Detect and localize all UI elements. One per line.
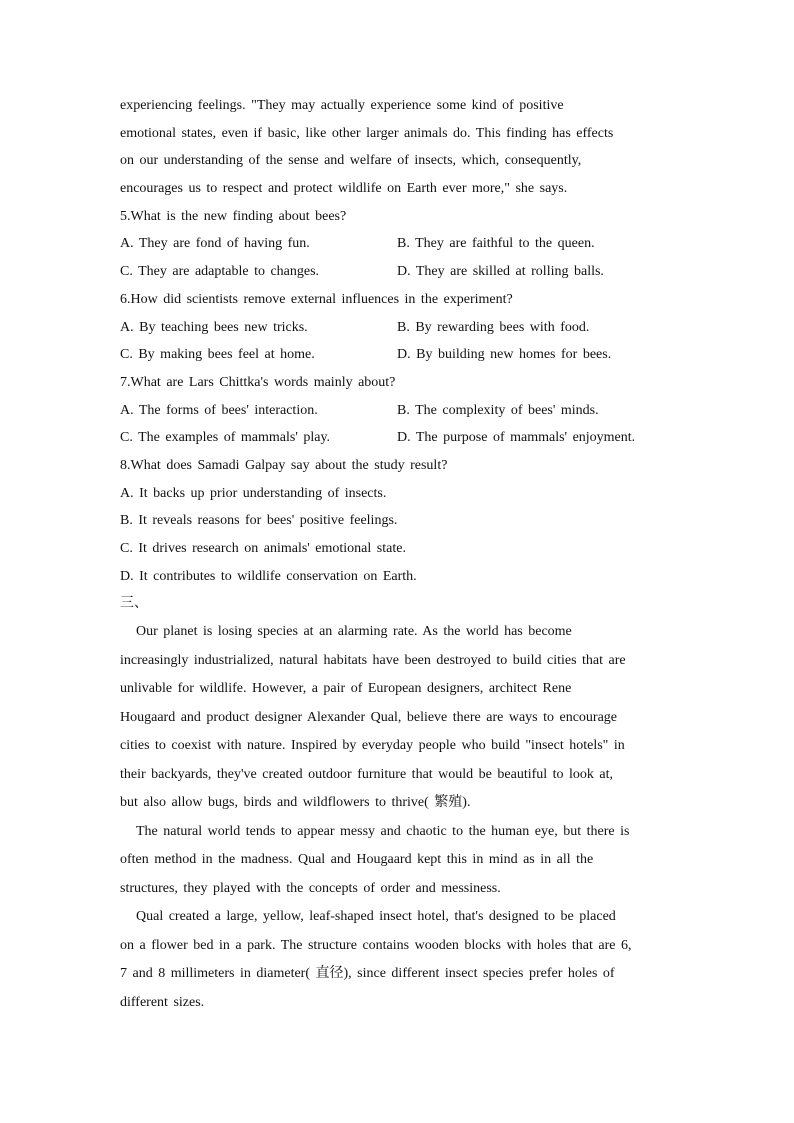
option-row — [120, 230, 680, 258]
option-c: C. It drives research on animals' emotional state. — [120, 541, 406, 556]
option-row — [120, 341, 680, 369]
paragraph-line: Hougaard and product designer Alexander Qual, believe there are ways to encourage — [120, 709, 618, 725]
paragraph-line: structures, they played with the concepts of order and messiness. — [120, 880, 501, 896]
option-row — [120, 397, 680, 425]
paragraph-line: increasingly industrialized, natural habitats have been destroyed to build cities that are — [120, 652, 626, 668]
option-a: A. The forms of bees' interaction. — [120, 402, 318, 418]
option-d: D. It contributes to wildlife conservation on Earth. — [120, 568, 417, 584]
option-c: C. They are adaptable to changes. — [120, 264, 320, 280]
option-row — [120, 258, 680, 286]
paragraph-line: different sizes. — [120, 994, 205, 1010]
option-d: D. They are skilled at rolling balls. — [397, 264, 604, 280]
option-b: B. It reveals reasons for bees' positive feelings. — [120, 513, 398, 529]
question-stem: 7.What are Lars Chittka's words mainly about? — [120, 374, 396, 390]
section-heading: 三、 — [120, 596, 148, 612]
passage-line: emotional states, even if basic, like other larger animals do. This finding has effects — [120, 125, 614, 141]
option-a: A. It backs up prior understanding of insects. — [120, 485, 387, 501]
section3-paragraph-3 — [120, 903, 680, 1017]
option-a: A. By teaching bees new tricks. — [120, 319, 308, 335]
question-stem: 6.How did scientists remove external influences in the experiment? — [120, 291, 513, 307]
option-row — [120, 424, 680, 452]
option-b: B. By rewarding bees with food. — [397, 319, 590, 335]
passage-line: on our understanding of the sense and welfare of insects, which, consequently, — [120, 153, 582, 169]
question-stem: 8.What does Samadi Galpay say about the study result? — [120, 457, 448, 473]
option-a: A. They are fond of having fun. — [120, 236, 310, 252]
option-b: B. They are faithful to the queen. — [397, 236, 595, 252]
option-b: B. The complexity of bees' minds. — [397, 402, 599, 418]
paragraph-line: often method in the madness. Qual and Hougaard kept this in mind as in all the — [120, 852, 594, 868]
option-d: D. By building new homes for bees. — [397, 347, 612, 363]
paragraph-line: Qual created a large, yellow, leaf-shaped insect hotel, that's designed to be placed — [136, 909, 616, 925]
passage-line: experiencing feelings. "They may actually experience some kind of positive — [120, 98, 564, 113]
question-8 — [120, 452, 680, 590]
section3-paragraph-2 — [120, 818, 680, 904]
document-page — [120, 92, 680, 1017]
paragraph-line: but also allow bugs, birds and wildflowers to thrive( 繁殖). — [120, 795, 471, 811]
option-row — [120, 314, 680, 342]
passage-line: encourages us to respect and protect wildlife on Earth ever more," she says. — [120, 181, 568, 197]
paragraph-line: Our planet is losing species at an alarming rate. As the world has become — [136, 624, 572, 640]
paragraph-line: 7 and 8 millimeters in diameter( 直径), since different insect species prefer holes of — [120, 966, 615, 982]
option-c: C. By making bees feel at home. — [120, 347, 315, 363]
paragraph-line: on a flower bed in a park. The structure contains wooden blocks with holes that are 6, — [120, 937, 632, 953]
option-c: C. The examples of mammals' play. — [120, 430, 331, 446]
question-7 — [120, 369, 680, 452]
paragraph-line: their backyards, they've created outdoor furniture that would be beautiful to look at, — [120, 766, 614, 782]
paragraph-line: The natural world tends to appear messy and chaotic to the human eye, but there is — [136, 823, 630, 839]
paragraph-line: unlivable for wildlife. However, a pair of European designers, architect Rene — [120, 681, 572, 697]
question-stem: 5.What is the new finding about bees? — [120, 208, 347, 224]
question-6 — [120, 286, 680, 369]
section3-paragraph-1 — [120, 618, 680, 818]
passage-ending — [120, 92, 680, 203]
option-d: D. The purpose of mammals' enjoyment. — [397, 430, 636, 446]
question-5 — [120, 203, 680, 286]
paragraph-line: cities to coexist with nature. Inspired by everyday people who build "insect hotels" in — [120, 738, 625, 754]
